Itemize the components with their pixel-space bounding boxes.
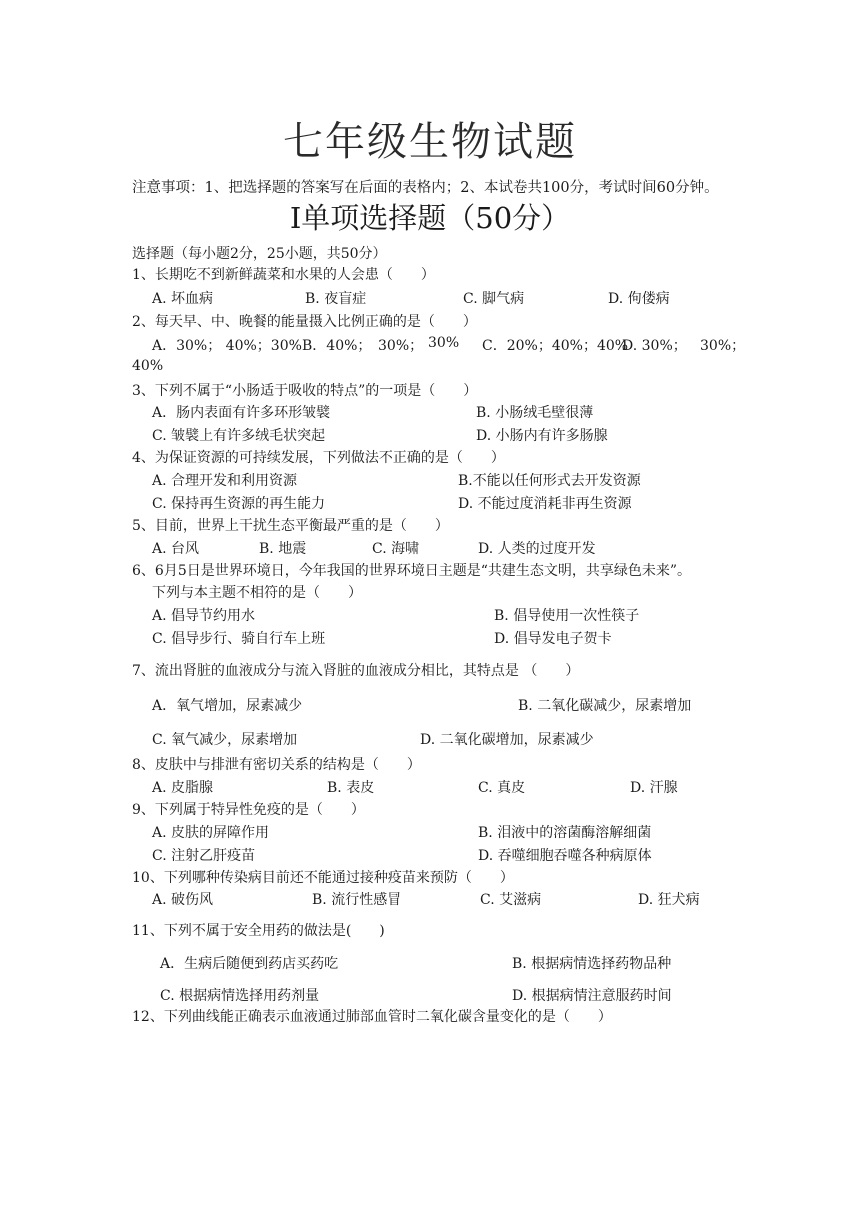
option-c: C. 保持再生资源的再生能力 xyxy=(152,496,326,512)
option-a: A. 倡导节约用水 xyxy=(152,608,256,624)
question-stem: 2、每天早、中、晚餐的能量摄入比例正确的是（ ） xyxy=(132,314,477,330)
option-d: D. 根据病情注意服药时间 xyxy=(512,988,672,1004)
option-b: B. 小肠绒毛壁很薄 xyxy=(476,405,594,421)
option-d-part1: D. 30%； xyxy=(622,338,687,354)
option-d-part3: 40% xyxy=(132,358,164,374)
option-c: C. 艾滋病 xyxy=(480,892,542,908)
option-d-part2: 30%； xyxy=(700,338,746,354)
option-a: A．30%； 40%；30% xyxy=(152,338,302,354)
option-d: D. 汗腺 xyxy=(630,780,678,796)
question-stem: 8、皮肤中与排泄有密切关系的结构是（ ） xyxy=(132,757,421,773)
option-b-part1: B．40%； xyxy=(302,338,372,354)
notice-text: 注意事项：1、把选择题的答案写在后面的表格内；2、本试卷共100分，考试时间60分钟。 xyxy=(132,180,719,196)
option-d: D. 不能过度消耗非再生资源 xyxy=(458,496,632,512)
option-a: A．肠内表面有许多环形皱襞 xyxy=(152,405,331,421)
question-stem: 5、目前，世界上干扰生态平衡最严重的是（ ） xyxy=(132,518,449,534)
option-b: B.不能以任何形式去开发资源 xyxy=(458,473,641,489)
option-a: A. 台风 xyxy=(152,541,200,557)
question-stem: 6、6月5日是世界环境日，今年我国的世界环境日主题是“共建生态文明，共享绿色未来”。 xyxy=(132,563,692,579)
option-a: A. 坏血病 xyxy=(152,291,214,307)
question-stem: 11、下列不属于安全用药的做法是( ) xyxy=(132,923,385,939)
option-a: A. 皮肤的屏障作用 xyxy=(152,825,270,841)
question-stem: 1、长期吃不到新鲜蔬菜和水果的人会患（ ） xyxy=(132,267,435,283)
option-b: B. 地震 xyxy=(259,541,307,557)
option-b: B. 泪液中的溶菌酶溶解细菌 xyxy=(478,825,652,841)
question-stem: 7、流出肾脏的血液成分与流入肾脏的血液成分相比，其特点是 （ ） xyxy=(132,663,580,679)
option-d: D. 人类的过度开发 xyxy=(478,541,596,557)
option-d: D. 二氧化碳增加，尿素减少 xyxy=(420,732,594,748)
option-c: C. 海啸 xyxy=(372,541,420,557)
question-stem: 10、下列哪种传染病目前还不能通过接种疫苗来预防（ ） xyxy=(132,870,514,886)
option-d: D. 狂犬病 xyxy=(638,892,700,908)
option-c: C. 注射乙肝疫苗 xyxy=(152,848,256,864)
option-b: B. 表皮 xyxy=(327,780,375,796)
option-d: D. 吞噬细胞吞噬各种病原体 xyxy=(478,848,652,864)
option-d: D. 佝偻病 xyxy=(608,291,670,307)
page-title: 七年级生物试题 xyxy=(283,119,577,165)
option-b-part2: 30%； xyxy=(378,338,424,354)
option-b: B. 夜盲症 xyxy=(305,291,367,307)
option-c: C. 真皮 xyxy=(478,780,526,796)
option-a: A. 皮脂腺 xyxy=(152,780,214,796)
option-b: B. 流行性感冒 xyxy=(312,892,402,908)
option-b: B. 二氧化碳减少，尿素增加 xyxy=(518,698,692,714)
option-d: D. 小肠内有许多肠腺 xyxy=(476,428,608,444)
option-c: C. 脚气病 xyxy=(463,291,525,307)
option-a: A．氧气增加，尿素减少 xyxy=(152,698,303,714)
question-stem-continued: 下列与本主题不相符的是（ ） xyxy=(152,585,362,601)
section-heading: Ⅰ单项选择题（50分） xyxy=(289,201,571,235)
option-a: A. 合理开发和利用资源 xyxy=(152,473,298,489)
question-stem: 4、为保证资源的可持续发展，下列做法不正确的是（ ） xyxy=(132,450,505,466)
option-b: B. 根据病情选择药物品种 xyxy=(512,956,672,972)
question-stem: 3、下列不属于“小肠适于吸收的特点”的一项是（ ） xyxy=(132,383,478,399)
option-c: C．20%；40%；40% xyxy=(482,338,629,354)
option-d: D. 倡导发电子贺卡 xyxy=(494,631,612,647)
option-c: C. 氧气减少，尿素增加 xyxy=(152,732,298,748)
option-c: C. 倡导步行、骑自行车上班 xyxy=(152,631,326,647)
question-stem: 9、下列属于特异性免疫的是（ ） xyxy=(132,802,365,818)
option-c: C. 根据病情选择用药剂量 xyxy=(160,988,320,1004)
option-c: C. 皱襞上有许多绒毛状突起 xyxy=(152,428,326,444)
instructions-text: 选择题（每小题2分，25小题，共50分） xyxy=(132,246,387,262)
question-stem: 12、下列曲线能正确表示血液通过肺部血管时二氧化碳含量变化的是（ ） xyxy=(132,1009,612,1025)
option-b-part3: 30% xyxy=(428,335,460,351)
option-a: A．生病后随便到药店买药吃 xyxy=(160,956,339,972)
option-a: A. 破伤风 xyxy=(152,892,214,908)
option-b: B. 倡导使用一次性筷子 xyxy=(494,608,640,624)
